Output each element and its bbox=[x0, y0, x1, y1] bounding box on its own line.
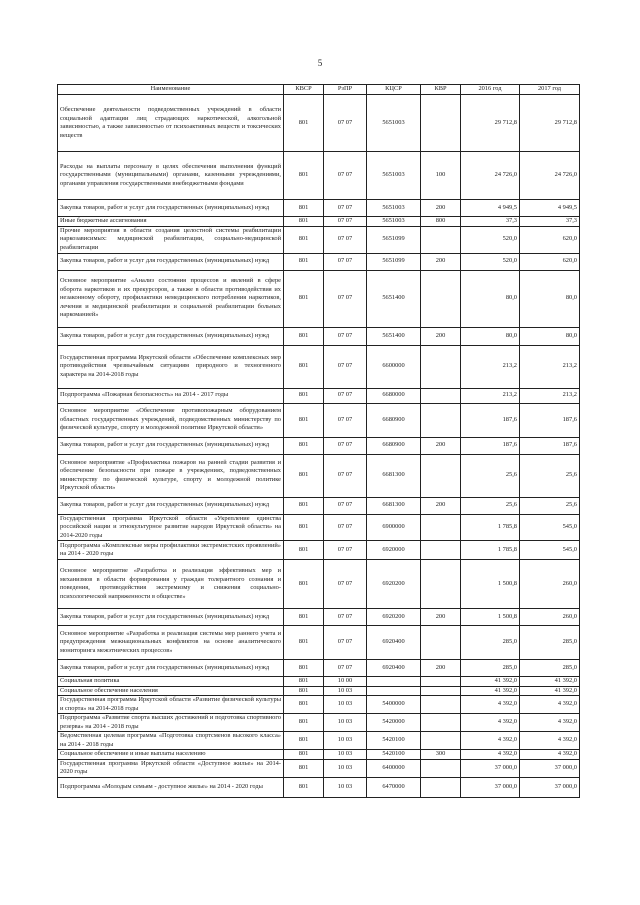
row-name-cell: Подпрограмма «Пожарная безопасность» на 2014 - 2017 годы bbox=[58, 388, 284, 403]
amount-2016-cell: 80,0 bbox=[461, 270, 520, 327]
amount-2017-cell: 25,6 bbox=[520, 454, 580, 497]
amount-2017-cell: 545,0 bbox=[520, 541, 580, 560]
rzpr-cell: 07 07 bbox=[324, 200, 367, 217]
table-row bbox=[58, 714, 580, 732]
kcsr-cell: 5420000 bbox=[367, 714, 421, 732]
kvr-cell: 200 bbox=[421, 497, 461, 514]
table-row bbox=[58, 403, 580, 437]
amount-2017-cell: 4 392,0 bbox=[520, 714, 580, 732]
table-row bbox=[58, 660, 580, 677]
rzpr-cell: 07 07 bbox=[324, 253, 367, 270]
kvr-cell bbox=[421, 732, 461, 750]
kcsr-cell: 6680000 bbox=[367, 388, 421, 403]
kvsr-cell: 801 bbox=[284, 226, 324, 253]
row-name-cell: Расходы на выплаты персоналу в целях обеспечения выполнения функций государственными (муниципальными) органами, казенными учреждениями, органами управления государственными внебюджетными фондами bbox=[58, 152, 284, 200]
amount-2016-cell: 37 000,0 bbox=[461, 759, 520, 777]
amount-2016-cell: 25,6 bbox=[461, 497, 520, 514]
rzpr-cell: 07 07 bbox=[324, 454, 367, 497]
kvr-cell bbox=[421, 686, 461, 696]
kvsr-cell: 801 bbox=[284, 626, 324, 660]
row-name-cell: Подпрограмма «Комплексные меры профилактики экстремистских проявлений» на 2014 - 2020 годы bbox=[58, 541, 284, 560]
rzpr-cell: 07 07 bbox=[324, 437, 367, 454]
column-header: КВР bbox=[421, 85, 461, 95]
kcsr-cell: 5651099 bbox=[367, 253, 421, 270]
table-row bbox=[58, 541, 580, 560]
amount-2016-cell: 285,0 bbox=[461, 660, 520, 677]
amount-2017-cell: 37,3 bbox=[520, 217, 580, 227]
kvsr-cell: 801 bbox=[284, 732, 324, 750]
kvr-cell: 200 bbox=[421, 609, 461, 626]
amount-2016-cell: 187,6 bbox=[461, 437, 520, 454]
column-header: Наименование bbox=[58, 85, 284, 95]
kvr-cell: 200 bbox=[421, 253, 461, 270]
kvsr-cell: 801 bbox=[284, 541, 324, 560]
row-name-cell: Социальное обеспечение и иные выплаты населению bbox=[58, 750, 284, 760]
amount-2016-cell: 41 392,0 bbox=[461, 677, 520, 687]
row-name-cell: Социальная политика bbox=[58, 677, 284, 687]
amount-2017-cell: 25,6 bbox=[520, 497, 580, 514]
amount-2016-cell: 1 500,8 bbox=[461, 560, 520, 609]
row-name-cell: Подпрограмма «Развитие спорта высших достижений и подготовка спортивного резерва» на 2014 - 2018 годы bbox=[58, 714, 284, 732]
column-header: КЦСР bbox=[367, 85, 421, 95]
kvr-cell: 300 bbox=[421, 750, 461, 760]
amount-2017-cell: 24 726,0 bbox=[520, 152, 580, 200]
kcsr-cell: 6900000 bbox=[367, 514, 421, 541]
amount-2016-cell: 29 712,8 bbox=[461, 95, 520, 152]
table-row bbox=[58, 437, 580, 454]
row-name-cell: Основное мероприятие «Разработка и реализация эффективных мер и механизмов в области формирования у граждан толерантного сознания и поведения, противодействия экстремизму и снижения социально-психологической напряженности в обществе» bbox=[58, 560, 284, 609]
kvsr-cell: 801 bbox=[284, 270, 324, 327]
amount-2016-cell: 285,0 bbox=[461, 626, 520, 660]
row-name-cell: Государственная программа Иркутской области «Укрепление единства российской нации и этнокультурное развитие народов Иркутской области» на 2014-2020 годы bbox=[58, 514, 284, 541]
amount-2016-cell: 41 392,0 bbox=[461, 686, 520, 696]
rzpr-cell: 10 03 bbox=[324, 714, 367, 732]
amount-2016-cell: 4 949,5 bbox=[461, 200, 520, 217]
table-row bbox=[58, 270, 580, 327]
rzpr-cell: 07 07 bbox=[324, 626, 367, 660]
amount-2017-cell: 187,6 bbox=[520, 403, 580, 437]
kvr-cell bbox=[421, 777, 461, 797]
kvr-cell: 200 bbox=[421, 327, 461, 345]
kcsr-cell: 6470000 bbox=[367, 777, 421, 797]
amount-2017-cell: 80,0 bbox=[520, 327, 580, 345]
kcsr-cell: 6920000 bbox=[367, 541, 421, 560]
row-name-cell: Закупка товаров, работ и услуг для государственных (муниципальных) нужд bbox=[58, 437, 284, 454]
amount-2017-cell: 37 000,0 bbox=[520, 777, 580, 797]
kvsr-cell: 801 bbox=[284, 677, 324, 687]
table-row bbox=[58, 514, 580, 541]
rzpr-cell: 10 00 bbox=[324, 677, 367, 687]
amount-2017-cell: 545,0 bbox=[520, 514, 580, 541]
amount-2017-cell: 4 392,0 bbox=[520, 696, 580, 714]
row-name-cell: Основное мероприятие «Обеспечение противопожарным оборудованием областных государственных учреждений, подведомственных министерству по физической культуре, спорту и молодежной политике Иркутской области» bbox=[58, 403, 284, 437]
row-name-cell: Иные бюджетные ассигнования bbox=[58, 217, 284, 227]
kvsr-cell: 801 bbox=[284, 714, 324, 732]
kvr-cell bbox=[421, 345, 461, 388]
amount-2016-cell: 213,2 bbox=[461, 345, 520, 388]
kvr-cell bbox=[421, 514, 461, 541]
rzpr-cell: 10 03 bbox=[324, 759, 367, 777]
table-row bbox=[58, 750, 580, 760]
kcsr-cell: 6680900 bbox=[367, 403, 421, 437]
table-row bbox=[58, 626, 580, 660]
rzpr-cell: 07 07 bbox=[324, 152, 367, 200]
column-header: 2016 год bbox=[461, 85, 520, 95]
amount-2017-cell: 285,0 bbox=[520, 626, 580, 660]
amount-2016-cell: 37,3 bbox=[461, 217, 520, 227]
rzpr-cell: 10 03 bbox=[324, 732, 367, 750]
table-row bbox=[58, 696, 580, 714]
kvsr-cell: 801 bbox=[284, 759, 324, 777]
amount-2017-cell: 620,0 bbox=[520, 226, 580, 253]
kvr-cell: 200 bbox=[421, 660, 461, 677]
budget-table bbox=[57, 84, 580, 798]
table-row bbox=[58, 345, 580, 388]
amount-2016-cell: 213,2 bbox=[461, 388, 520, 403]
kvsr-cell: 801 bbox=[284, 777, 324, 797]
kcsr-cell: 6681300 bbox=[367, 497, 421, 514]
header-row bbox=[58, 85, 580, 95]
rzpr-cell: 07 07 bbox=[324, 327, 367, 345]
kcsr-cell: 6600000 bbox=[367, 345, 421, 388]
kvsr-cell: 801 bbox=[284, 660, 324, 677]
page-number: 5 bbox=[317, 58, 323, 68]
kvsr-cell: 801 bbox=[284, 200, 324, 217]
kcsr-cell: 5651003 bbox=[367, 152, 421, 200]
table-row bbox=[58, 686, 580, 696]
table-row bbox=[58, 95, 580, 152]
rzpr-cell: 07 07 bbox=[324, 226, 367, 253]
amount-2016-cell: 187,6 bbox=[461, 403, 520, 437]
kcsr-cell: 5400000 bbox=[367, 696, 421, 714]
kvr-cell bbox=[421, 454, 461, 497]
row-name-cell: Прочие мероприятия в области создания целостной системы реабилитации наркозависимых: медицинской реабилитации, социально-медицинской реабилитации bbox=[58, 226, 284, 253]
rzpr-cell: 07 07 bbox=[324, 560, 367, 609]
kvr-cell bbox=[421, 226, 461, 253]
row-name-cell: Подпрограмма «Молодым семьям - доступное жилье» на 2014 - 2020 годы bbox=[58, 777, 284, 797]
kcsr-cell bbox=[367, 677, 421, 687]
kcsr-cell: 6680900 bbox=[367, 437, 421, 454]
amount-2017-cell: 29 712,8 bbox=[520, 95, 580, 152]
kvr-cell bbox=[421, 677, 461, 687]
table-row bbox=[58, 759, 580, 777]
kvsr-cell: 801 bbox=[284, 514, 324, 541]
kcsr-cell: 6920200 bbox=[367, 560, 421, 609]
kcsr-cell: 6400000 bbox=[367, 759, 421, 777]
amount-2016-cell: 25,6 bbox=[461, 454, 520, 497]
rzpr-cell: 07 07 bbox=[324, 541, 367, 560]
kvr-cell: 200 bbox=[421, 200, 461, 217]
rzpr-cell: 07 07 bbox=[324, 609, 367, 626]
amount-2016-cell: 80,0 bbox=[461, 327, 520, 345]
kcsr-cell: 5651099 bbox=[367, 226, 421, 253]
rzpr-cell: 07 07 bbox=[324, 660, 367, 677]
amount-2016-cell: 1 785,8 bbox=[461, 514, 520, 541]
kvr-cell bbox=[421, 388, 461, 403]
amount-2016-cell: 1 785,8 bbox=[461, 541, 520, 560]
row-name-cell: Государственная программа Иркутской области «Доступное жилье» на 2014-2020 годы bbox=[58, 759, 284, 777]
table-row bbox=[58, 732, 580, 750]
row-name-cell: Закупка товаров, работ и услуг для государственных (муниципальных) нужд bbox=[58, 660, 284, 677]
amount-2017-cell: 260,0 bbox=[520, 609, 580, 626]
kvr-cell bbox=[421, 696, 461, 714]
kvr-cell bbox=[421, 560, 461, 609]
kvr-cell bbox=[421, 541, 461, 560]
row-name-cell: Закупка товаров, работ и услуг для государственных (муниципальных) нужд bbox=[58, 327, 284, 345]
kcsr-cell: 6920400 bbox=[367, 626, 421, 660]
kcsr-cell: 5651003 bbox=[367, 217, 421, 227]
amount-2017-cell: 41 392,0 bbox=[520, 677, 580, 687]
amount-2016-cell: 4 392,0 bbox=[461, 732, 520, 750]
rzpr-cell: 07 07 bbox=[324, 95, 367, 152]
kvsr-cell: 801 bbox=[284, 403, 324, 437]
amount-2017-cell: 285,0 bbox=[520, 660, 580, 677]
amount-2017-cell: 260,0 bbox=[520, 560, 580, 609]
kvsr-cell: 801 bbox=[284, 750, 324, 760]
amount-2016-cell: 24 726,0 bbox=[461, 152, 520, 200]
kvsr-cell: 801 bbox=[284, 560, 324, 609]
kvsr-cell: 801 bbox=[284, 217, 324, 227]
amount-2017-cell: 37 000,0 bbox=[520, 759, 580, 777]
kcsr-cell: 6920400 bbox=[367, 660, 421, 677]
column-header: 2017 год bbox=[520, 85, 580, 95]
rzpr-cell: 07 07 bbox=[324, 345, 367, 388]
kvr-cell: 800 bbox=[421, 217, 461, 227]
table-row bbox=[58, 327, 580, 345]
kvr-cell: 100 bbox=[421, 152, 461, 200]
rzpr-cell: 07 07 bbox=[324, 270, 367, 327]
kvr-cell bbox=[421, 403, 461, 437]
amount-2016-cell: 520,0 bbox=[461, 253, 520, 270]
kvsr-cell: 801 bbox=[284, 686, 324, 696]
kvr-cell: 200 bbox=[421, 437, 461, 454]
amount-2017-cell: 4 949,5 bbox=[520, 200, 580, 217]
kvr-cell bbox=[421, 714, 461, 732]
amount-2017-cell: 213,2 bbox=[520, 345, 580, 388]
kvsr-cell: 801 bbox=[284, 388, 324, 403]
table-row bbox=[58, 152, 580, 200]
row-name-cell: Основное мероприятие «Анализ состояния процессов и явлений в сфере оборота наркотиков и их прекурсоров, а также в области противодействия их незаконному обороту, профилактики немедицинского потребления наркотиков, лечения и медицинской реабилитации и социальной реабилитации больных наркоманией» bbox=[58, 270, 284, 327]
kcsr-cell bbox=[367, 686, 421, 696]
amount-2017-cell: 213,2 bbox=[520, 388, 580, 403]
kvsr-cell: 801 bbox=[284, 95, 324, 152]
kcsr-cell: 5420100 bbox=[367, 732, 421, 750]
table-row bbox=[58, 253, 580, 270]
kvr-cell bbox=[421, 95, 461, 152]
amount-2017-cell: 620,0 bbox=[520, 253, 580, 270]
amount-2016-cell: 37 000,0 bbox=[461, 777, 520, 797]
kvr-cell bbox=[421, 759, 461, 777]
kvsr-cell: 801 bbox=[284, 437, 324, 454]
amount-2017-cell: 80,0 bbox=[520, 270, 580, 327]
table-row bbox=[58, 388, 580, 403]
amount-2016-cell: 4 392,0 bbox=[461, 696, 520, 714]
table-row bbox=[58, 560, 580, 609]
amount-2017-cell: 41 392,0 bbox=[520, 686, 580, 696]
kvsr-cell: 801 bbox=[284, 609, 324, 626]
row-name-cell: Основное мероприятие «Профилактика пожаров на ранней стадии развития и обеспечение безопасности при пожаре в учреждениях, подведомственных министерству по физической культуре, спорту и молодежной политике Иркутской области» bbox=[58, 454, 284, 497]
table-row bbox=[58, 226, 580, 253]
row-name-cell: Ведомственная целевая программа «Подготовка спортсменов высокого класса» на 2014 - 2018 годы bbox=[58, 732, 284, 750]
table-row bbox=[58, 677, 580, 687]
amount-2017-cell: 187,6 bbox=[520, 437, 580, 454]
row-name-cell: Закупка товаров, работ и услуг для государственных (муниципальных) нужд bbox=[58, 497, 284, 514]
amount-2017-cell: 4 392,0 bbox=[520, 750, 580, 760]
kvsr-cell: 801 bbox=[284, 454, 324, 497]
table-row bbox=[58, 497, 580, 514]
kvsr-cell: 801 bbox=[284, 497, 324, 514]
kvsr-cell: 801 bbox=[284, 152, 324, 200]
kvsr-cell: 801 bbox=[284, 253, 324, 270]
table-row bbox=[58, 454, 580, 497]
amount-2016-cell: 4 392,0 bbox=[461, 750, 520, 760]
kcsr-cell: 5651400 bbox=[367, 270, 421, 327]
row-name-cell: Закупка товаров, работ и услуг для государственных (муниципальных) нужд bbox=[58, 609, 284, 626]
rzpr-cell: 10 03 bbox=[324, 750, 367, 760]
table-row bbox=[58, 609, 580, 626]
row-name-cell: Основное мероприятие «Разработка и реализация системы мер раннего учета и предупреждения межнациональных конфликтов на основе аналитического мониторинга межэтнических процессов» bbox=[58, 626, 284, 660]
kcsr-cell: 5651400 bbox=[367, 327, 421, 345]
rzpr-cell: 10 03 bbox=[324, 686, 367, 696]
row-name-cell: Социальное обеспечение населения bbox=[58, 686, 284, 696]
amount-2017-cell: 4 392,0 bbox=[520, 732, 580, 750]
kvr-cell bbox=[421, 270, 461, 327]
row-name-cell: Закупка товаров, работ и услуг для государственных (муниципальных) нужд bbox=[58, 253, 284, 270]
amount-2016-cell: 1 500,8 bbox=[461, 609, 520, 626]
kcsr-cell: 6681300 bbox=[367, 454, 421, 497]
rzpr-cell: 07 07 bbox=[324, 497, 367, 514]
row-name-cell: Обеспечение деятельности подведомственных учреждений в области социальной адаптации лиц страдающих наркотической, алкогольной зависимостью, а также зависимостью от психоактивных веществ и токсических веществ bbox=[58, 95, 284, 152]
amount-2016-cell: 520,0 bbox=[461, 226, 520, 253]
kvr-cell bbox=[421, 626, 461, 660]
kvsr-cell: 801 bbox=[284, 327, 324, 345]
table-row bbox=[58, 217, 580, 227]
rzpr-cell: 07 07 bbox=[324, 388, 367, 403]
kvsr-cell: 801 bbox=[284, 696, 324, 714]
kcsr-cell: 5651003 bbox=[367, 200, 421, 217]
amount-2016-cell: 4 392,0 bbox=[461, 714, 520, 732]
table-row bbox=[58, 777, 580, 797]
rzpr-cell: 07 07 bbox=[324, 217, 367, 227]
row-name-cell: Государственная программа Иркутской области «Развитие физической культуры и спорта» на 2014-2018 годы bbox=[58, 696, 284, 714]
row-name-cell: Государственная программа Иркутской области «Обеспечение комплексных мер противодействия чрезвычайным ситуациям природного и техногенного характера на 2014-2018 годы bbox=[58, 345, 284, 388]
rzpr-cell: 10 03 bbox=[324, 696, 367, 714]
column-header: РзПР bbox=[324, 85, 367, 95]
column-header: КВСР bbox=[284, 85, 324, 95]
rzpr-cell: 10 03 bbox=[324, 777, 367, 797]
kcsr-cell: 5651003 bbox=[367, 95, 421, 152]
rzpr-cell: 07 07 bbox=[324, 403, 367, 437]
kcsr-cell: 6920200 bbox=[367, 609, 421, 626]
kvsr-cell: 801 bbox=[284, 345, 324, 388]
rzpr-cell: 07 07 bbox=[324, 514, 367, 541]
table-row bbox=[58, 200, 580, 217]
kcsr-cell: 5420100 bbox=[367, 750, 421, 760]
row-name-cell: Закупка товаров, работ и услуг для государственных (муниципальных) нужд bbox=[58, 200, 284, 217]
